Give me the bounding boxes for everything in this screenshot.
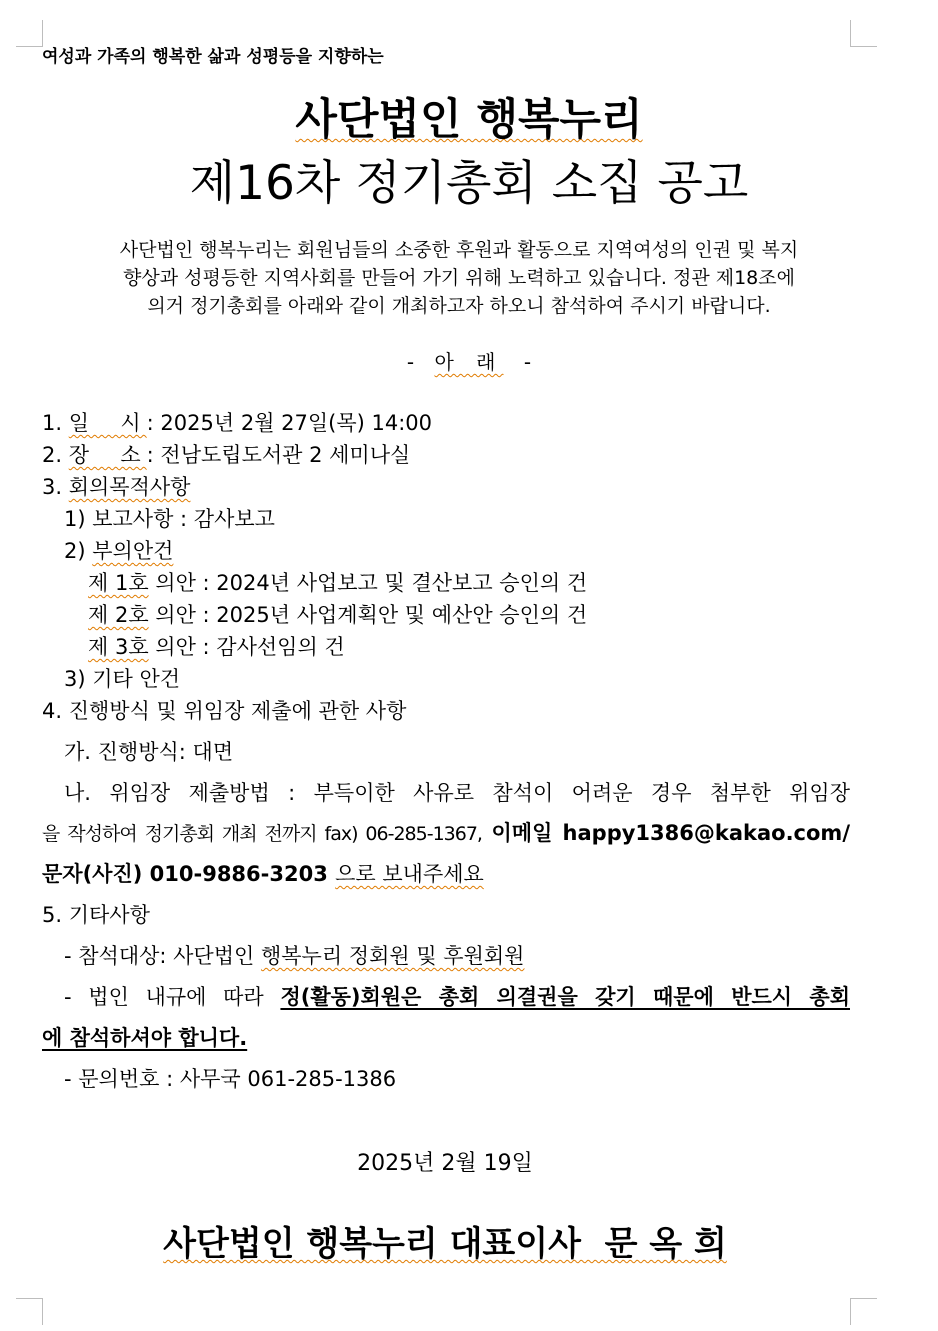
motion-2 bbox=[88, 600, 587, 630]
proxy-closing: 으로 보내주세요 bbox=[335, 862, 484, 886]
proxy-line-1: 나. 위임장 제출방법 : 부득이한 사유로 참석이 어려운 경우 첨부한 위임장 bbox=[64, 781, 850, 805]
attendees-prefix: - 참석대상: 사단법인 bbox=[64, 944, 255, 968]
motion-text: 의안 : 감사선임의 건 bbox=[155, 635, 345, 659]
item-number: 2) bbox=[64, 539, 86, 563]
crop-mark-bottom-left bbox=[16, 1298, 43, 1325]
signature-text: 사단법인 행복누리 대표이사 문 옥 희 bbox=[163, 1224, 727, 1264]
etc-heading: 5. 기타사항 bbox=[42, 903, 150, 927]
motion-1 bbox=[88, 568, 587, 598]
crop-mark-top-left bbox=[16, 20, 43, 47]
org-title bbox=[0, 86, 938, 147]
notice-date: 2025년 2월 19일 bbox=[357, 1151, 533, 1176]
item-number: 3. bbox=[42, 475, 63, 499]
contact-row: - 문의번호 : 사무국 061-285-1386 bbox=[64, 1067, 397, 1091]
deliberation-label: 부의안건 bbox=[92, 539, 174, 563]
tagline: 여성과 가족의 행복한 삶과 성평등을 지향하는 bbox=[42, 47, 384, 67]
proxy-email: 이메일 happy1386@kakao.com/ bbox=[491, 821, 850, 845]
date-label: 일 시 bbox=[68, 411, 147, 435]
proceedings-heading: 4. 진행방식 및 위임장 제출에 관한 사항 bbox=[42, 699, 407, 723]
meeting-place-row bbox=[42, 440, 410, 470]
proceed-method: 가. 진행방식: 대면 bbox=[64, 740, 234, 764]
intro-paragraph bbox=[40, 236, 878, 320]
deliberation-heading bbox=[64, 536, 173, 566]
notice-title: 제16차 정기총회 소집 공고 bbox=[189, 156, 749, 211]
proxy-fax-text: 을 작성하여 정기총회 개최 전까지 fax) 06-285-1367, bbox=[42, 823, 482, 845]
agenda-label: 회의목적사항 bbox=[68, 475, 191, 499]
motion-text: 의안 : 2025년 사업계획안 및 예산안 승인의 건 bbox=[155, 603, 588, 627]
divider-dash-right: - bbox=[523, 350, 532, 374]
divider-word: 아 래 bbox=[434, 350, 504, 374]
intro-line-3: 의거 정기총회를 아래와 같이 개최하고자 하오니 참석하여 주시기 바랍니다. bbox=[147, 295, 771, 317]
motion-number: 제 1호 bbox=[88, 571, 149, 595]
date-value: : 2025년 2월 27일(목) 14:00 bbox=[146, 411, 433, 435]
attendees-value: 행복누리 정회원 및 후원회원 bbox=[260, 944, 525, 968]
intro-line-1: 사단법인 행복누리는 회원님들의 소중한 후원과 활동으로 지역여성의 인권 및 복지 bbox=[119, 239, 799, 261]
section-divider-arae bbox=[0, 346, 938, 375]
intro-line-2: 향상과 성평등한 지역사회를 만들어 가기 위해 노력하고 있습니다. 정관 제18조에 bbox=[123, 267, 795, 289]
crop-mark-bottom-right bbox=[850, 1298, 877, 1325]
crop-mark-top-right bbox=[850, 20, 877, 47]
place-value: : 전남도립도서관 2 세미나실 bbox=[146, 443, 411, 467]
other-agenda: 3) 기타 안건 bbox=[64, 667, 181, 691]
item-number: 1. bbox=[42, 411, 63, 435]
attendees-row bbox=[64, 941, 524, 971]
signature-line bbox=[0, 1216, 890, 1265]
motion-3 bbox=[88, 632, 345, 662]
item-number: 2. bbox=[42, 443, 63, 467]
proxy-line-3 bbox=[42, 859, 484, 889]
meeting-date-row bbox=[42, 408, 432, 438]
divider-dash-left: - bbox=[406, 350, 415, 374]
proxy-line-2 bbox=[42, 818, 850, 849]
motion-number: 제 2호 bbox=[88, 603, 149, 627]
org-title-text: 사단법인 행복누리 bbox=[295, 95, 643, 145]
motion-number: 제 3호 bbox=[88, 635, 149, 659]
bylaw-bold-text: 정(활동)회원은 총회 의결권을 갖기 때문에 반드시 총회 bbox=[280, 985, 850, 1009]
proxy-sms: 문자(사진) 010-9886-3203 bbox=[42, 862, 328, 886]
report-item: 1) 보고사항 : 감사보고 bbox=[64, 507, 275, 531]
bylaw-line-1 bbox=[42, 982, 850, 1012]
bylaw-line-2: 에 참석하셔야 합니다. bbox=[42, 1026, 248, 1050]
agenda-heading bbox=[42, 472, 190, 502]
place-label: 장 소 bbox=[68, 443, 147, 467]
bylaw-prefix: - 법인 내규에 따라 bbox=[64, 985, 264, 1009]
motion-text: 의안 : 2024년 사업보고 및 결산보고 승인의 건 bbox=[155, 571, 588, 595]
